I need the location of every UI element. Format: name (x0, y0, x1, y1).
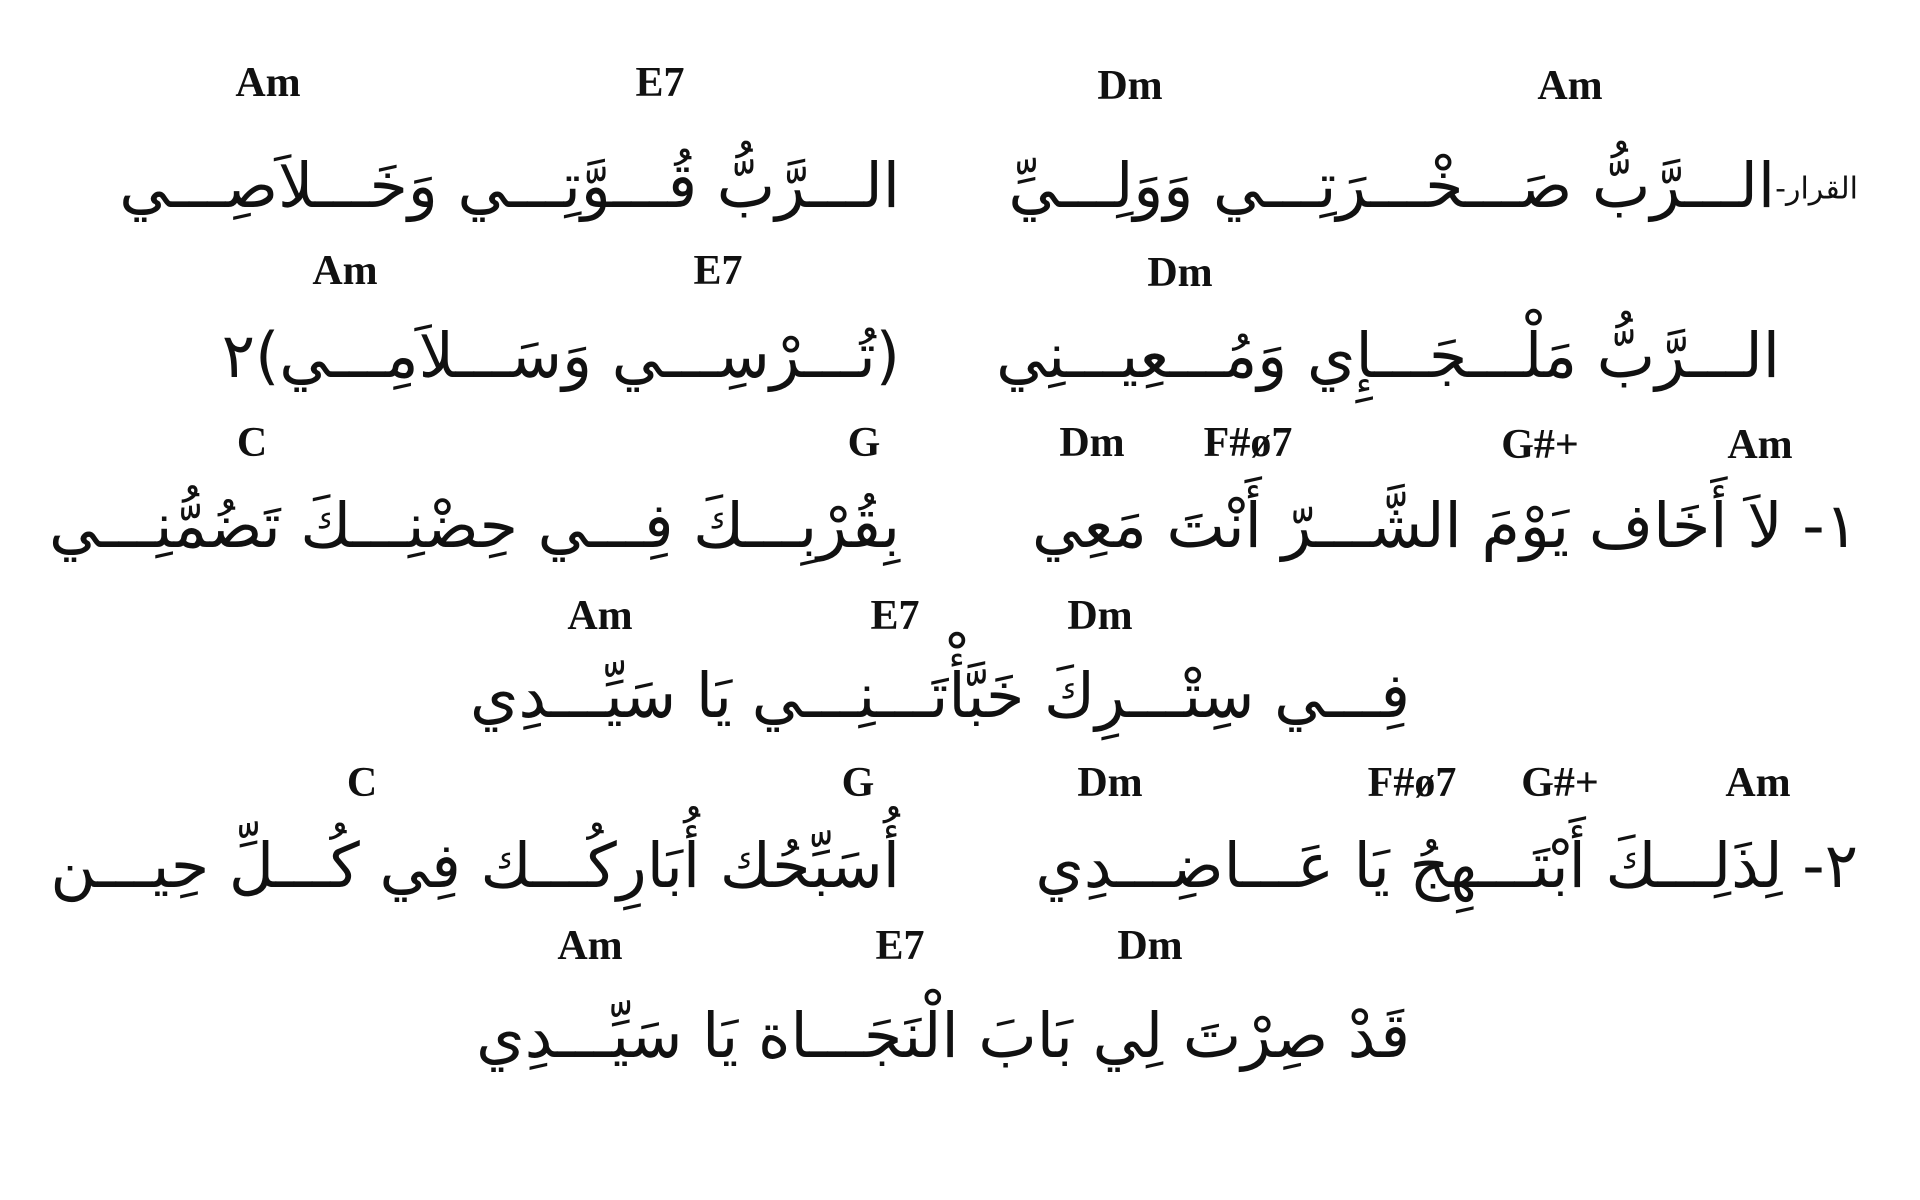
chord: Dm (1117, 923, 1183, 969)
chord: C (346, 760, 378, 806)
lyric-line-center: قَدْ صِرْتَ لِي بَابَ الْنَجَـــاة يَا سَيِّـــدِي (476, 999, 1410, 1072)
chord: Am (235, 60, 301, 106)
chord: E7 (635, 60, 685, 106)
chord: G#+ (1501, 422, 1579, 468)
chord: F#ø7 (1367, 760, 1457, 806)
chord: Am (312, 248, 378, 294)
lyric-line-right: ٢- لِذَلِـــكَ أَبْتَـــهِجُ يَا عَـــاضِـــدِي (1035, 829, 1858, 902)
chord: E7 (870, 593, 920, 639)
chord: G (841, 760, 875, 806)
chord: G#+ (1521, 760, 1599, 806)
chord: Dm (1147, 250, 1213, 296)
lyric-line-left: أُسَبِّحُك أُبَارِكُـــك فِي كُـــلِّ حِيـــن (50, 829, 900, 902)
lyric-line-right (1008, 150, 1858, 221)
chord: Am (1725, 760, 1791, 806)
section-label: القرار- (1775, 171, 1858, 207)
chord: Am (567, 593, 633, 639)
chord: E7 (693, 248, 743, 294)
chord: Dm (1059, 420, 1125, 466)
chord: E7 (875, 923, 925, 969)
lyric-line-right: الـــرَّبُّ مَلْـــجَـــإِي وَمُـــعِيـــنِي (996, 319, 1780, 392)
lyric-line-left: بِقُرْبِـــكَ فِـــي حِضْنِـــكَ تَضُمُّنِـــي (48, 489, 900, 562)
chord: Am (557, 923, 623, 969)
chord: G (847, 420, 881, 466)
lyric-line-left: الـــرَّبُّ قُـــوَّتِـــي وَخَـــلاَصِـــي (119, 149, 900, 222)
chord: Am (1727, 422, 1793, 468)
chord: C (236, 420, 268, 466)
lyric-line-right: ١- لاَ أَخَاف يَوْمَ الشَّـــرّ أَنْتَ مَعِي (1032, 489, 1858, 562)
lyric-line-center: فِـــي سِتْـــرِكَ خَبَّأْتَـــنِـــي يَا سَيِّـــدِي (469, 659, 1410, 732)
chord: Dm (1067, 593, 1133, 639)
chord: Dm (1077, 760, 1143, 806)
chord: Am (1537, 63, 1603, 109)
lyric-text: الـــرَّبُّ صَـــخْـــرَتِـــي وَوَلِـــيِّ (1008, 149, 1776, 222)
chord: Dm (1097, 63, 1163, 109)
chord: F#ø7 (1203, 420, 1293, 466)
lyric-line-left: (تُـــرْسِـــي وَسَـــلاَمِـــي)٢ (221, 319, 900, 392)
